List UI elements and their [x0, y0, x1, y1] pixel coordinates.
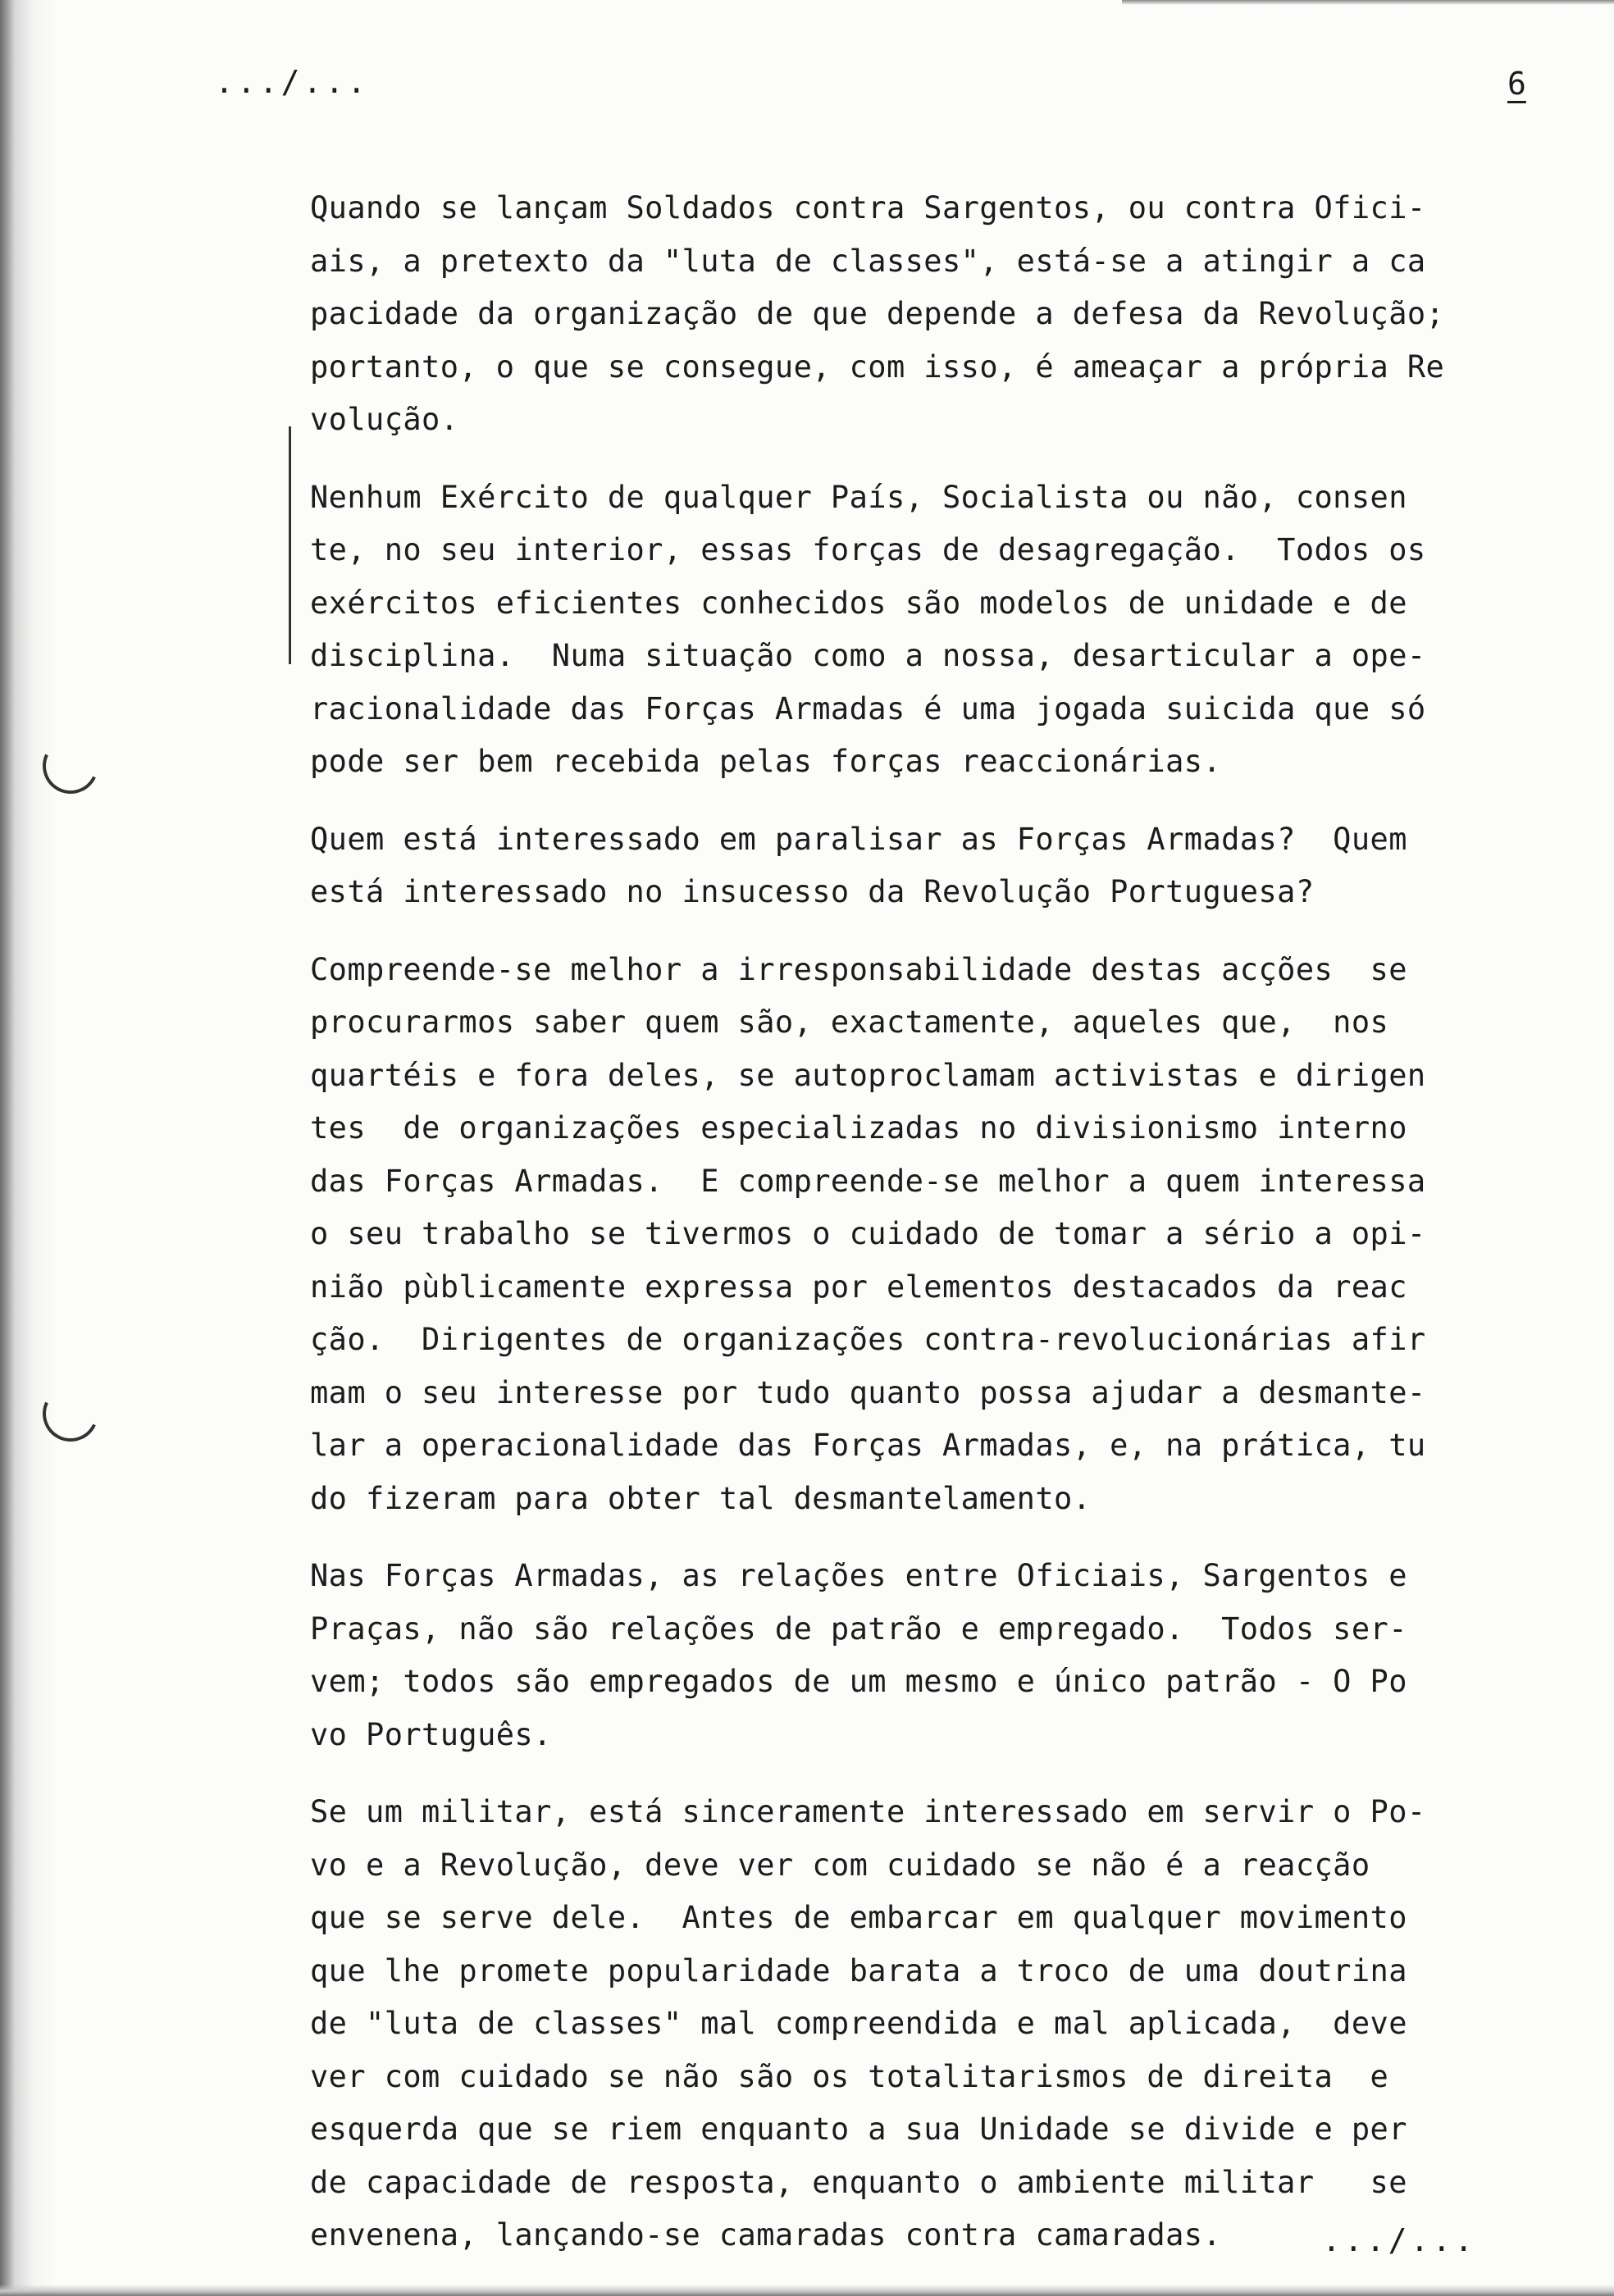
text-line: vo Português. — [310, 1716, 552, 1752]
scan-left-edge — [0, 0, 57, 2296]
text-line: Quem está interessado em paralisar as Forças Armadas? Quem — [310, 821, 1407, 857]
text-line: ção. Dirigentes de organizações contra-revolucionárias afir — [310, 1322, 1426, 1357]
text-line: Quando se lançam Soldados contra Sargentos, ou contra Ofici- — [310, 190, 1426, 226]
text-line: que lhe promete popularidade barata a troco de uma doutrina — [310, 1952, 1407, 1988]
text-line: ver com cuidado se não são os totalitarismos de direita e — [310, 2058, 1389, 2094]
paragraph — [310, 1550, 1532, 1761]
text-line: do fizeram para obter tal desmantelamento. — [310, 1480, 1092, 1516]
text-line: está interessado no insucesso da Revolução Portuguesa? — [310, 874, 1315, 909]
paragraph — [310, 1786, 1532, 2262]
text-line: portanto, o que se consegue, com isso, é ameaçar a própria Re — [310, 348, 1445, 385]
text-line: pode ser bem recebida pelas forças reaccionárias. — [310, 744, 1222, 779]
continuation-mark-top: .../... — [215, 64, 370, 100]
text-line: quartéis e fora deles, se autoproclamam activistas e dirigen — [310, 1057, 1426, 1093]
page-number: 6 — [1507, 66, 1526, 102]
text-line: exércitos eficientes conhecidos são modelos de unidade e de — [310, 585, 1407, 621]
text-line: vo e a Revolução, deve ver com cuidado se não é a reacção — [310, 1847, 1370, 1883]
text-line: envenena, lançando-se camaradas contra camaradas. — [310, 2217, 1222, 2253]
scan-top-edge — [1122, 0, 1614, 5]
paragraph — [310, 813, 1532, 919]
text-line: nião pùblicamente expressa por elementos destacados da reac — [310, 1269, 1407, 1305]
text-line: mam o seu interesse por tudo quanto possa ajudar a desmante- — [310, 1374, 1426, 1410]
text-line: o seu trabalho se tivermos o cuidado de tomar a sério a opi- — [310, 1216, 1426, 1251]
text-line: tes de organizações especializadas no divisionismo interno — [310, 1110, 1407, 1146]
text-line: vem; todos são empregados de um mesmo e único patrão - O Po — [310, 1664, 1407, 1699]
body-text — [310, 182, 1532, 2287]
paragraph — [310, 182, 1532, 447]
text-line: esquerda que se riem enquanto a sua Unidade se divide e per — [310, 2112, 1407, 2147]
continuation-mark-bottom: .../... — [1322, 2222, 1477, 2258]
text-line: te, no seu interior, essas forças de desagregação. Todos os — [310, 532, 1426, 567]
text-line: Se um militar, está sinceramente interessado em servir o Po- — [310, 1794, 1426, 1829]
text-line: procurarmos saber quem são, exactamente, aqueles que, nos — [310, 1004, 1389, 1040]
text-line: de "luta de classes" mal compreendida e mal aplicada, deve — [310, 2006, 1407, 2041]
paragraph — [310, 944, 1532, 1526]
text-line: ais, a pretexto da "luta de classes", está-se a atingir a ca — [310, 243, 1426, 279]
text-line: que se serve dele. Antes de embarcar em qualquer movimento — [310, 1900, 1407, 1935]
margin-bar — [289, 426, 291, 664]
text-line: disciplina. Numa situação como a nossa, desarticular a ope- — [310, 638, 1426, 673]
text-line: Nas Forças Armadas, as relações entre Oficiais, Sargentos e — [310, 1558, 1407, 1593]
text-line: Praças, não são relações de patrão e empregado. Todos ser- — [310, 1610, 1407, 1647]
text-line: Compreende-se melhor a irresponsabilidade destas acções se — [310, 951, 1407, 987]
text-line: de capacidade de resposta, enquanto o ambiente militar se — [310, 2164, 1407, 2200]
paragraph — [310, 472, 1532, 789]
text-line: pacidade da organização de que depende a defesa da Revolução; — [310, 296, 1445, 331]
text-line: racionalidade das Forças Armadas é uma jogada suicida que só — [310, 690, 1426, 727]
text-line: Nenhum Exército de qualquer País, Socialista ou não, consen — [310, 479, 1407, 515]
text-line: volução. — [310, 402, 459, 437]
text-line: das Forças Armadas. E compreende-se melhor a quem interessa — [310, 1163, 1426, 1199]
text-line: lar a operacionalidade das Forças Armadas, e, na prática, tu — [310, 1428, 1426, 1463]
